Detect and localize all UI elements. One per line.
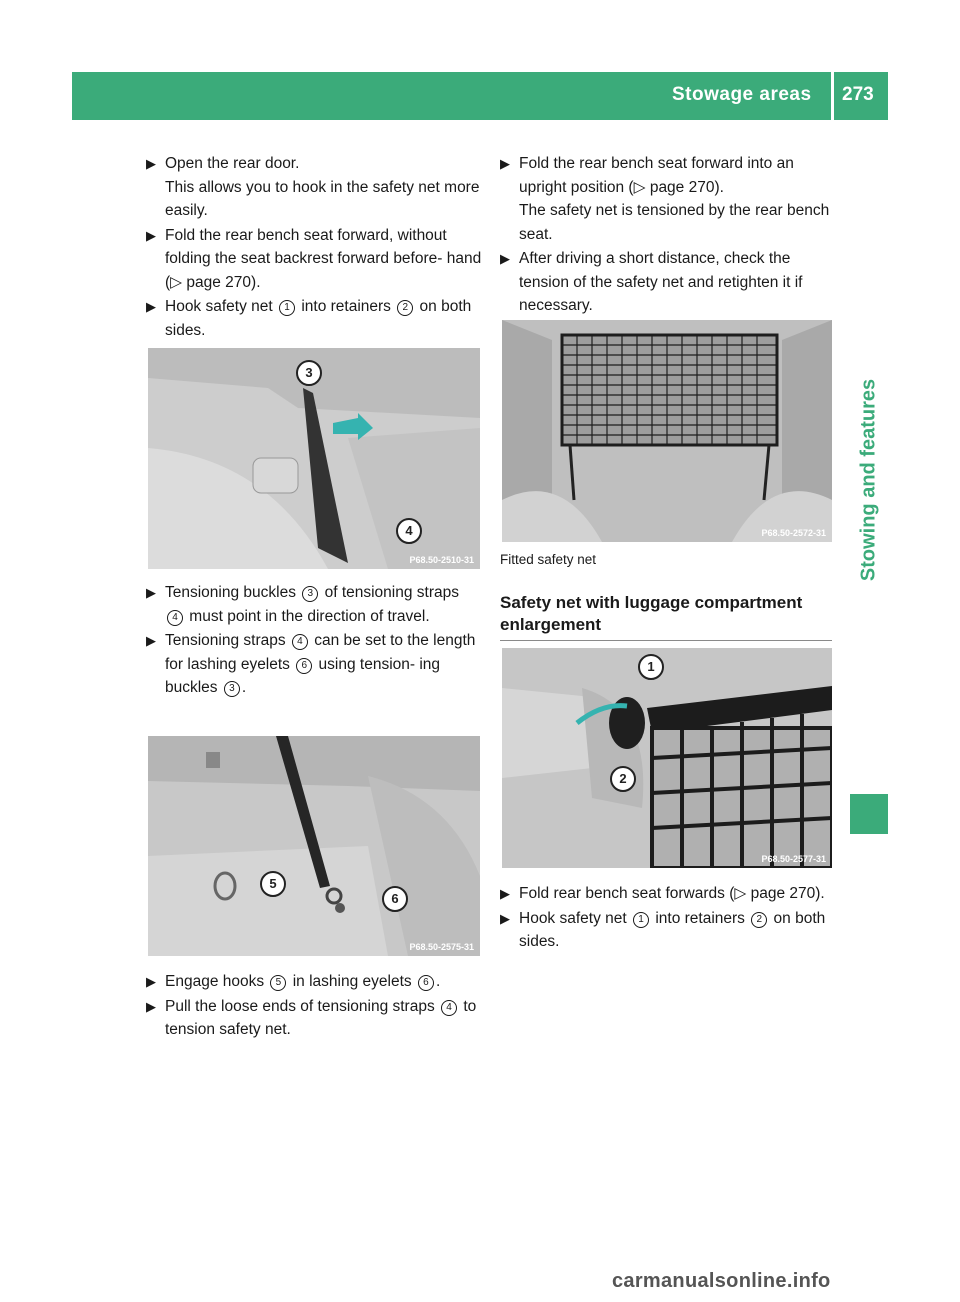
ref-number: 5 — [270, 975, 286, 991]
figure-fitted-net — [502, 320, 832, 542]
step-arrow-icon: ▶ — [500, 156, 510, 171]
figure-code: P68.50-2510-31 — [409, 555, 474, 565]
step-hook-net: ▶ Hook safety net 1 into retainers 2 on both sides. — [146, 295, 482, 342]
figure-net-retainers — [502, 648, 832, 868]
ref-number: 1 — [279, 300, 295, 316]
step-fold-bench: ▶ Fold the rear bench seat forward, without folding the seat backrest forward before- hand (▷ page 270). — [146, 224, 482, 295]
figure-strap-buckle — [148, 348, 480, 569]
ref-number: 3 — [224, 681, 240, 697]
right-column — [500, 152, 836, 319]
figure-code: P68.50-2575-31 — [409, 942, 474, 952]
left-column-steps-3 — [146, 970, 482, 1043]
ref-number: 2 — [751, 912, 767, 928]
callout-2: 2 — [610, 766, 636, 792]
step-arrow-icon: ▶ — [146, 998, 156, 1014]
ref-number: 2 — [397, 300, 413, 316]
ref-number: 4 — [167, 610, 183, 626]
callout-1: 1 — [638, 654, 664, 680]
chapter-tab-label: Stowing and features — [857, 378, 880, 582]
right-column-steps-2 — [500, 882, 836, 955]
callout-6: 6 — [382, 886, 408, 912]
step-arrow-icon: ▶ — [500, 886, 510, 901]
step-hook-net-2: ▶ Hook safety net 1 into retainers 2 on both sides. — [500, 907, 836, 954]
ref-number: 1 — [633, 912, 649, 928]
step-engage-hooks: ▶ Engage hooks 5 in lashing eyelets 6 . — [146, 970, 482, 994]
step-arrow-icon: ▶ — [146, 227, 156, 243]
step-arrow-icon: ▶ — [146, 156, 156, 171]
page-number: 273 — [842, 84, 874, 105]
step-strap-length: ▶ Tensioning straps 4 can be set to the length for lashing eyelets 6 using tension- ing buckles 3 . — [146, 629, 482, 700]
section-title: Stowage areas — [672, 84, 812, 105]
ref-number: 6 — [418, 975, 434, 991]
step-fold-forwards: ▶ Fold rear bench seat forwards (▷ page 270). — [500, 882, 836, 906]
figure-net-retainers-illustration — [502, 648, 832, 868]
figure-code: P68.50-2572-31 — [761, 528, 826, 538]
step-arrow-icon: ▶ — [500, 910, 510, 926]
header-divider — [831, 72, 834, 120]
callout-4: 4 — [396, 518, 422, 544]
step-open-rear-door: ▶ Open the rear door. This allows you to hook in the safety net more easily. — [146, 152, 482, 223]
step-fold-upright: ▶ Fold the rear bench seat forward into an upright position (▷ page 270). The safety net is tensioned by the rear bench seat. — [500, 152, 836, 246]
step-pull-ends: ▶ Pull the loose ends of tensioning straps 4 to tension safety net. — [146, 995, 482, 1042]
step-arrow-icon: ▶ — [146, 585, 156, 600]
step-arrow-icon: ▶ — [500, 251, 510, 266]
step-check-tension: ▶ After driving a short distance, check the tension of the safety net and retighten it if necessary. — [500, 247, 836, 318]
callout-5: 5 — [260, 871, 286, 897]
step-buckles-direction: ▶ Tensioning buckles 3 of tensioning straps 4 must point in the direction of travel. — [146, 581, 482, 628]
step-arrow-icon: ▶ — [146, 633, 156, 648]
figure-caption: Fitted safety net — [500, 552, 597, 567]
ref-number: 4 — [441, 1000, 457, 1016]
step-arrow-icon: ▶ — [146, 299, 156, 314]
step-arrow-icon: ▶ — [146, 974, 156, 989]
section-heading: Safety net with luggage compartment enlargement — [500, 592, 832, 641]
left-column-steps-2 — [146, 581, 482, 701]
ref-number: 6 — [296, 658, 312, 674]
watermark: carmanualsonline.info — [612, 1270, 831, 1292]
figure-fitted-net-illustration — [502, 320, 832, 542]
callout-3: 3 — [296, 360, 322, 386]
ref-number: 4 — [292, 634, 308, 650]
chapter-tab-marker — [850, 794, 888, 834]
figure-lashing-eyelets — [148, 736, 480, 956]
figure-lashing-eyelets-illustration — [148, 736, 480, 956]
left-column — [146, 152, 482, 343]
figure-code: P68.50-2577-31 — [761, 854, 826, 864]
ref-number: 3 — [302, 586, 318, 602]
